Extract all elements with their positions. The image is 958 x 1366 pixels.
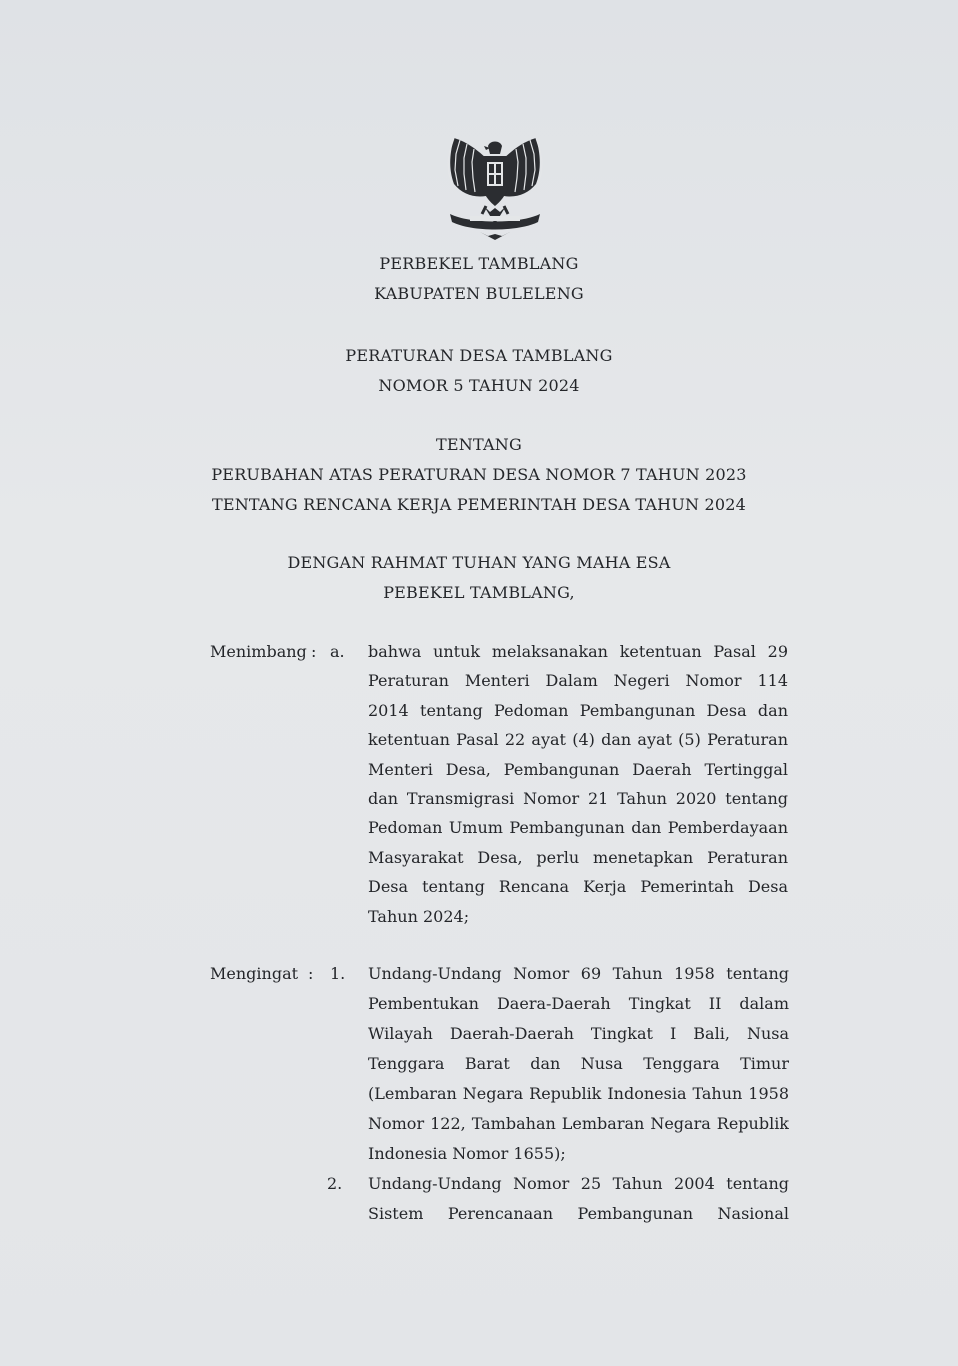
text-line: Wilayah Daerah-Daerah Tingkat I Bali, Nusa	[368, 1024, 789, 1043]
regulation-title: PERATURAN DESA TAMBLANG	[345, 346, 613, 365]
text-line: Tenggara Barat dan Nusa Tenggara Timur	[368, 1054, 789, 1073]
text-line: Pedoman Umum Pembangunan dan Pemberdayaan	[368, 818, 788, 838]
text-line: Undang-Undang Nomor 25 Tahun 2004 tentang	[368, 1174, 789, 1193]
item-marker: 1.	[330, 964, 346, 983]
preamble-line-1: DENGAN RAHMAT TUHAN YANG MAHA ESA	[287, 553, 671, 572]
text-line: Undang-Undang Nomor 69 Tahun 1958 tentang	[368, 964, 789, 983]
text-line: Sistem Perencanaan Pembangunan Nasional	[368, 1204, 789, 1223]
text-line: dan Transmigrasi Nomor 21 Tahun 2020 tentang	[368, 788, 788, 808]
menimbang-item-a-text	[368, 637, 788, 931]
issuer-line-2: KABUPATEN BULELENG	[374, 284, 584, 303]
text-line: Nomor 122, Tambahan Lembaran Negara Republik	[368, 1114, 789, 1133]
text-line: Indonesia Nomor 1655);	[368, 1144, 566, 1163]
mengingat-item-2-text	[368, 1169, 789, 1229]
issuer-heading	[0, 249, 958, 309]
regulation-number: NOMOR 5 TAHUN 2024	[378, 376, 580, 395]
mengingat-label: Mengingat	[210, 964, 299, 983]
subject-about: TENTANG	[436, 435, 522, 454]
menimbang-colon: :	[311, 642, 317, 661]
subject-heading	[0, 430, 958, 520]
mengingat-colon: :	[308, 964, 314, 983]
subject-line-1: PERUBAHAN ATAS PERATURAN DESA NOMOR 7 TAHUN 2023	[211, 465, 747, 484]
text-line: bahwa untuk melaksanakan ketentuan Pasal 29	[368, 642, 788, 661]
section-mengingat	[0, 959, 958, 1249]
regulation-heading	[0, 341, 958, 401]
text-line: 2014 tentang Pedoman Pembangunan Desa dan	[368, 700, 788, 720]
text-line: Tahun 2024;	[368, 906, 470, 926]
text-line: Desa tentang Rencana Kerja Pemerintah Desa	[368, 877, 788, 897]
text-line: (Lembaran Negara Republik Indonesia Tahun 1958	[368, 1084, 789, 1103]
section-menimbang	[0, 637, 958, 937]
preamble	[0, 548, 958, 608]
item-marker: 2.	[327, 1174, 343, 1193]
text-line: ketentuan Pasal 22 ayat (4) dan ayat (5) Peraturan	[368, 730, 788, 750]
issuer-line-1: PERBEKEL TAMBLANG	[379, 254, 579, 273]
mengingat-item-1-text	[368, 959, 789, 1169]
text-line: Pembentukan Daera-Daerah Tingkat II dalam	[368, 994, 789, 1013]
subject-line-2: TENTANG RENCANA KERJA PEMERINTAH DESA TAHUN 2024	[211, 495, 747, 514]
text-line: Masyarakat Desa, perlu menetapkan Peraturan	[368, 847, 788, 867]
garuda-emblem-icon	[440, 132, 550, 242]
text-line: Menteri Desa, Pembangunan Daerah Tertinggal	[368, 759, 788, 779]
menimbang-label: Menimbang	[210, 642, 307, 661]
item-marker: a.	[330, 642, 345, 661]
text-line: Peraturan Menteri Dalam Negeri Nomor 114	[368, 671, 788, 691]
preamble-line-2: PEBEKEL TAMBLANG,	[383, 583, 575, 602]
